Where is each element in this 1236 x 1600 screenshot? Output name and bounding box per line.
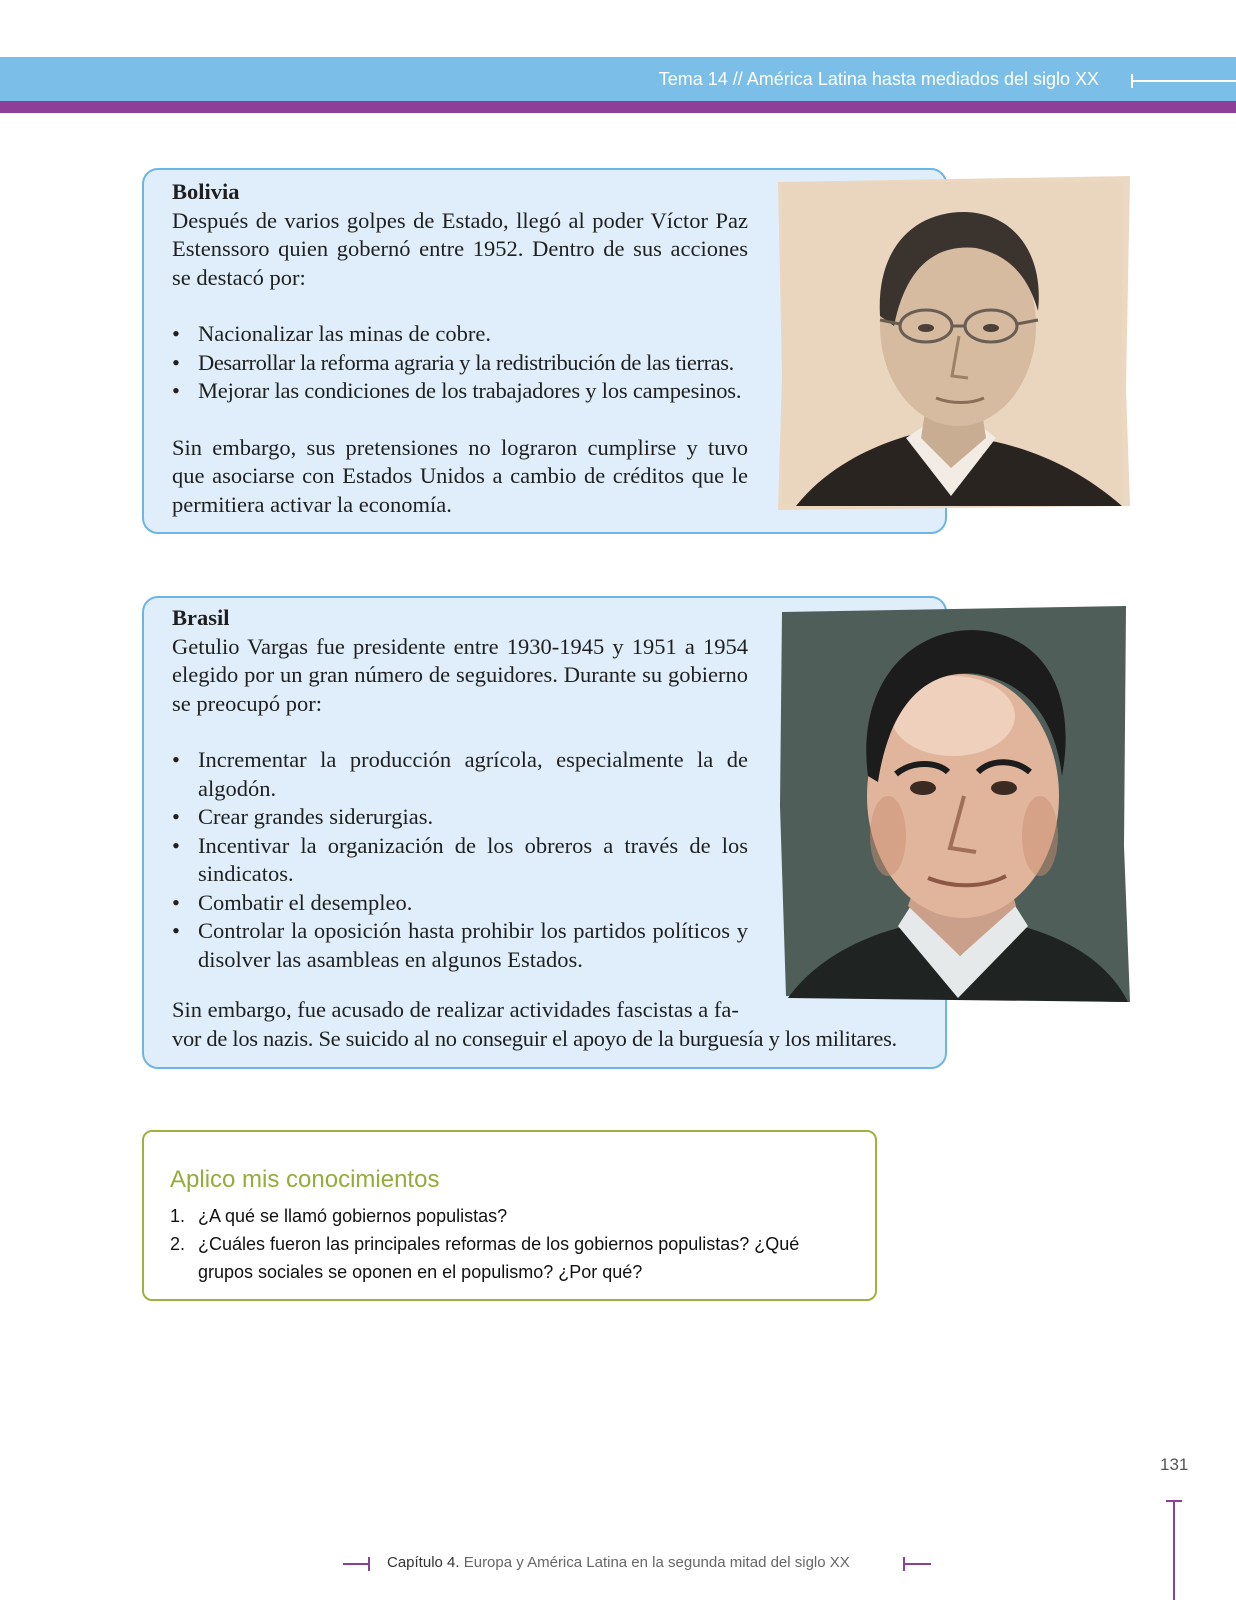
header-title: Tema 14 // América Latina hasta mediados del siglo XX bbox=[658, 69, 1099, 89]
list-item: • Incentivar la organización de los obreros a través de los sindicatos. bbox=[172, 832, 748, 886]
list-item: • Combatir el desempleo. bbox=[172, 889, 413, 915]
footer-left-tick bbox=[368, 1557, 370, 1571]
list-item: • Mejorar las condiciones de los trabajadores y los campesinos. bbox=[172, 378, 742, 403]
brasil-bullet-list bbox=[172, 746, 748, 974]
list-item: 2. ¿Cuáles fueron las principales reformas de los gobiernos populistas? ¿Qué grupos sociales se oponen en el populismo? ¿Por qué? bbox=[170, 1234, 800, 1282]
bolivia-title: Bolivia bbox=[172, 179, 240, 204]
bolivia-closing: Sin embargo, sus pretensiones no lograron cumplirse y tuvo que asociarse con Estados Unidos a cambio de créditos que le permitiera activar la economía. bbox=[172, 434, 748, 517]
activity-title: Aplico mis conocimientos bbox=[170, 1166, 440, 1193]
brasil-title: Brasil bbox=[172, 605, 230, 630]
brasil-text bbox=[172, 604, 748, 1002]
side-rule bbox=[1173, 1500, 1175, 1600]
list-item: • Incrementar la producción agrícola, especialmente la de algodón. bbox=[172, 747, 748, 801]
footer-chapter: Capítulo 4. Europa y América Latina en la segunda mitad del siglo XX bbox=[387, 1554, 850, 1571]
footer bbox=[343, 1552, 933, 1576]
list-item: • Desarrollar la reforma agraria y la redistribución de las tierras. bbox=[172, 349, 734, 375]
activity-box bbox=[142, 1130, 877, 1301]
list-item: • Nacionalizar las minas de cobre. bbox=[172, 321, 491, 346]
header-rule bbox=[1131, 80, 1236, 82]
page-number: 131 bbox=[1160, 1455, 1189, 1474]
list-item: 1. ¿A qué se llamó gobiernos populistas? bbox=[170, 1206, 508, 1226]
footer-left-rule bbox=[343, 1563, 369, 1565]
header-accent-stripe bbox=[0, 101, 1236, 113]
footer-right-rule bbox=[903, 1563, 931, 1565]
list-item: • Controlar la oposición hasta prohibir los partidos políticos y disolver las asambleas en algunos Estados. bbox=[172, 918, 748, 972]
brasil-portrait-photo bbox=[778, 606, 1132, 1006]
brasil-intro: Getulio Vargas fue presidente entre 1930-1945 y 1951 a 1954 elegido por un gran número de seguidores. Durante su gobierno se preocupó por: bbox=[172, 633, 748, 716]
bolivia-intro: Después de varios golpes de Estado, llegó al poder Víctor Paz Estenssoro quien gobernó entre 1952. Dentro de sus acciones se destacó por: bbox=[172, 207, 748, 290]
bolivia-text bbox=[172, 178, 748, 519]
bolivia-portrait-photo bbox=[776, 176, 1130, 516]
bolivia-bullet-list bbox=[172, 320, 748, 406]
question-list bbox=[170, 1202, 830, 1286]
brasil-closing: Sin embargo, fue acusado de realizar actividades fascistas a fa- vor de los nazis. Se suicido al no conseguir el apoyo de la burguesía y los militares. bbox=[172, 997, 897, 1051]
list-item: • Crear grandes siderurgias. bbox=[172, 804, 434, 829]
